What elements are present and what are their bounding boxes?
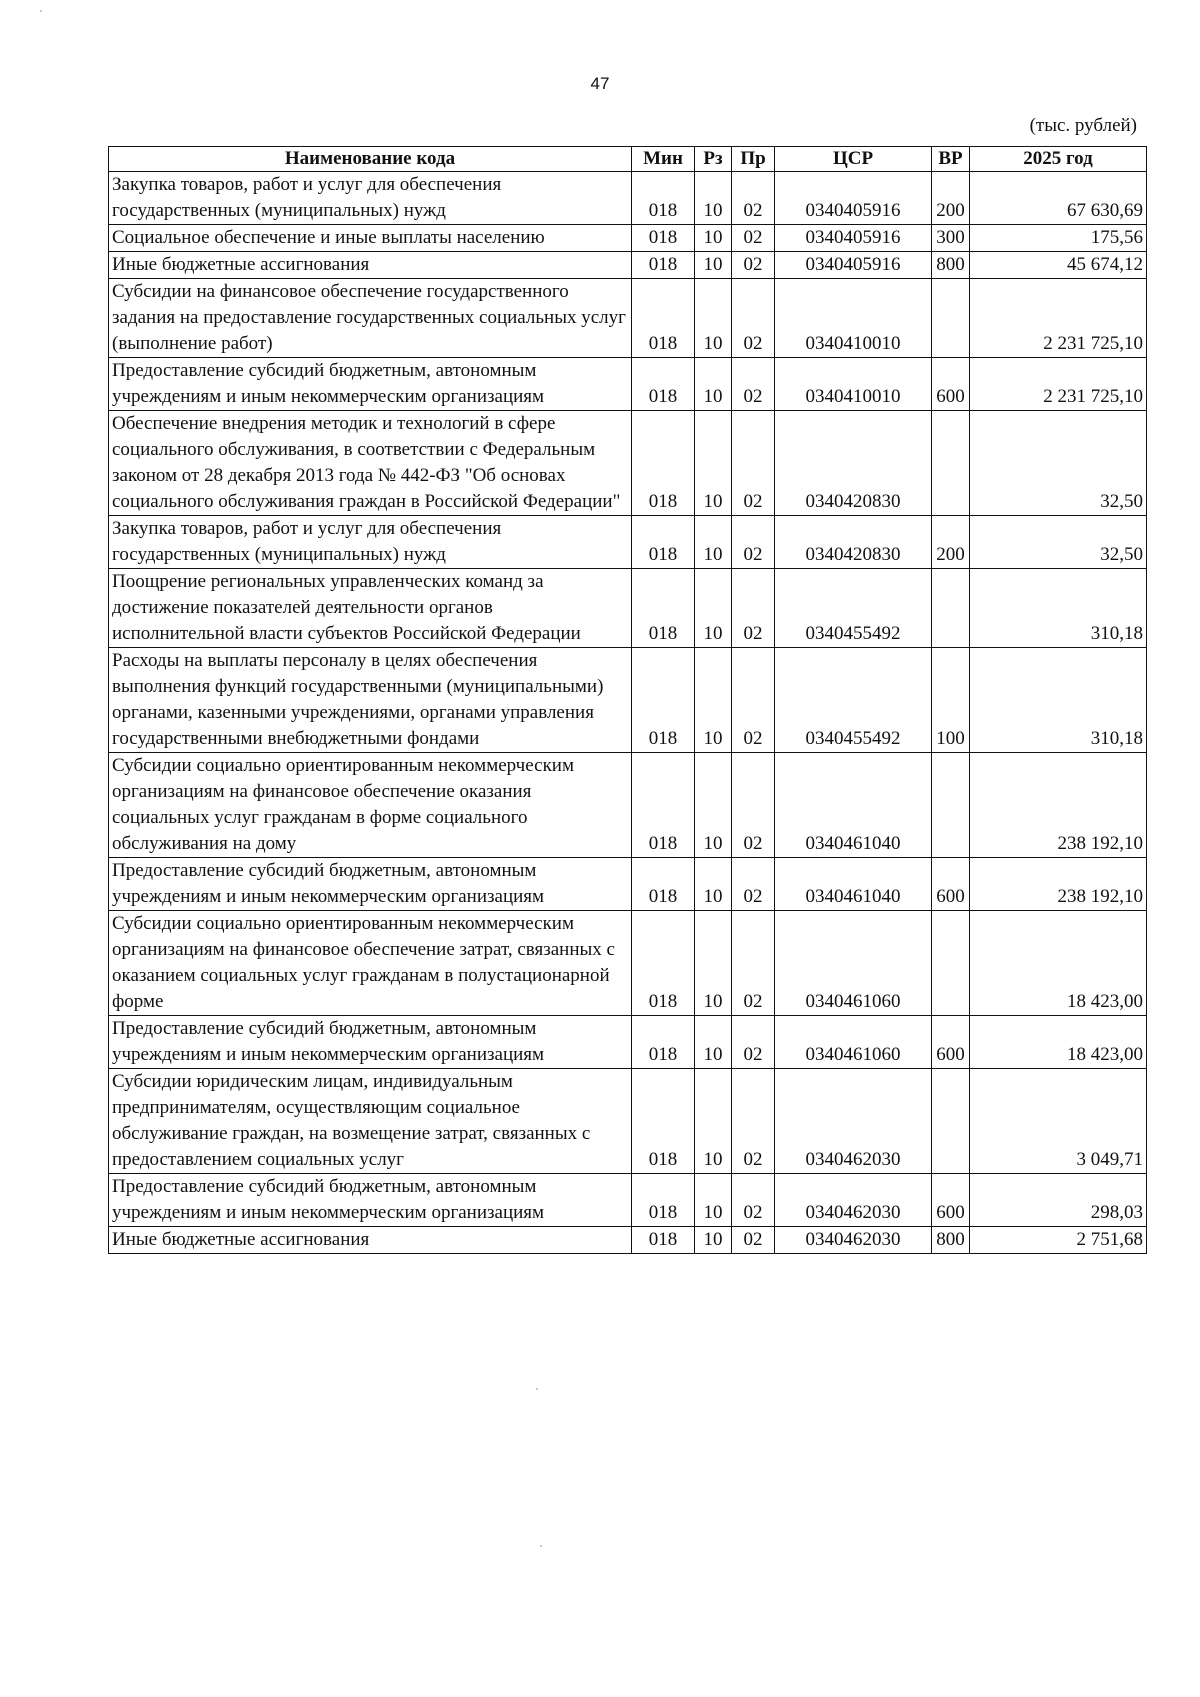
scan-speck: [540, 1545, 542, 1547]
row-vr: 600: [932, 358, 970, 411]
row-vr: 100: [932, 648, 970, 753]
row-pr: 02: [732, 648, 775, 753]
table-row: [109, 1227, 1147, 1254]
header-vr: ВР: [932, 147, 970, 172]
row-csr: 0340461040: [775, 858, 932, 911]
row-name: Субсидии на финансовое обеспечение государственного задания на предоставление государственных социальных услуг (выполнение работ): [109, 279, 632, 358]
row-vr: [932, 569, 970, 648]
table-row: [109, 648, 1147, 753]
row-vr: [932, 753, 970, 858]
header-name: Наименование кода: [109, 147, 632, 172]
row-csr: 0340461060: [775, 1016, 932, 1069]
table-row: [109, 753, 1147, 858]
row-csr: 0340405916: [775, 225, 932, 252]
row-csr: 0340410010: [775, 279, 932, 358]
row-min: 018: [632, 1174, 695, 1227]
page-number: 47: [590, 74, 610, 93]
row-vr: 600: [932, 858, 970, 911]
row-csr: 0340405916: [775, 252, 932, 279]
row-csr: 0340420830: [775, 516, 932, 569]
row-pr: 02: [732, 1227, 775, 1254]
row-vr: 300: [932, 225, 970, 252]
row-pr: 02: [732, 911, 775, 1016]
row-csr: 0340461040: [775, 753, 932, 858]
row-rz: 10: [695, 1174, 732, 1227]
table-row: [109, 911, 1147, 1016]
row-vr: 600: [932, 1174, 970, 1227]
row-csr: 0340410010: [775, 358, 932, 411]
row-csr: 0340462030: [775, 1227, 932, 1254]
scan-speck: [40, 10, 42, 12]
row-vr: 200: [932, 516, 970, 569]
row-amount: 2 751,68: [970, 1227, 1147, 1254]
table-row: [109, 1069, 1147, 1174]
row-vr: [932, 911, 970, 1016]
row-min: 018: [632, 569, 695, 648]
row-name: Предоставление субсидий бюджетным, автономным учреждениям и иным некоммерческим организациям: [109, 1174, 632, 1227]
scan-speck: [536, 1388, 538, 1390]
header-pr: Пр: [732, 147, 775, 172]
budget-table: [108, 146, 1147, 1254]
row-pr: 02: [732, 1016, 775, 1069]
row-rz: 10: [695, 225, 732, 252]
row-rz: 10: [695, 279, 732, 358]
row-csr: 0340420830: [775, 411, 932, 516]
table-row: [109, 516, 1147, 569]
row-rz: 10: [695, 1069, 732, 1174]
table-row: [109, 411, 1147, 516]
row-amount: 45 674,12: [970, 252, 1147, 279]
row-min: 018: [632, 911, 695, 1016]
row-min: 018: [632, 225, 695, 252]
table-row: [109, 569, 1147, 648]
table-row: [109, 279, 1147, 358]
units-note: (тыс. рублей): [1029, 115, 1137, 136]
row-pr: 02: [732, 358, 775, 411]
row-rz: 10: [695, 569, 732, 648]
row-vr: [932, 411, 970, 516]
row-name: Закупка товаров, работ и услуг для обеспечения государственных (муниципальных) нужд: [109, 172, 632, 225]
row-name: Поощрение региональных управленческих команд за достижение показателей деятельности органов исполнительной власти субъектов Российской Федерации: [109, 569, 632, 648]
row-rz: 10: [695, 172, 732, 225]
row-pr: 02: [732, 172, 775, 225]
row-name: Предоставление субсидий бюджетным, автономным учреждениям и иным некоммерческим организациям: [109, 858, 632, 911]
row-amount: 18 423,00: [970, 911, 1147, 1016]
row-vr: [932, 1069, 970, 1174]
row-name: Субсидии социально ориентированным некоммерческим организациям на финансовое обеспечение оказания социальных услуг гражданам в форме социального обслуживания на дому: [109, 753, 632, 858]
row-amount: 2 231 725,10: [970, 279, 1147, 358]
row-amount: 3 049,71: [970, 1069, 1147, 1174]
row-vr: 800: [932, 252, 970, 279]
row-min: 018: [632, 358, 695, 411]
row-amount: 32,50: [970, 516, 1147, 569]
row-csr: 0340455492: [775, 648, 932, 753]
row-pr: 02: [732, 225, 775, 252]
row-name: Социальное обеспечение и иные выплаты населению: [109, 225, 632, 252]
table-row: [109, 358, 1147, 411]
row-min: 018: [632, 279, 695, 358]
row-rz: 10: [695, 1016, 732, 1069]
table-row: [109, 252, 1147, 279]
row-min: 018: [632, 1016, 695, 1069]
row-pr: 02: [732, 1174, 775, 1227]
row-csr: 0340455492: [775, 569, 932, 648]
row-rz: 10: [695, 411, 732, 516]
row-amount: 310,18: [970, 569, 1147, 648]
table-row: [109, 1016, 1147, 1069]
row-rz: 10: [695, 911, 732, 1016]
row-rz: 10: [695, 753, 732, 858]
row-pr: 02: [732, 1069, 775, 1174]
row-rz: 10: [695, 648, 732, 753]
row-min: 018: [632, 858, 695, 911]
table-row: [109, 172, 1147, 225]
row-amount: 32,50: [970, 411, 1147, 516]
row-min: 018: [632, 648, 695, 753]
row-name: Расходы на выплаты персоналу в целях обеспечения выполнения функций государственными (муниципальными) органами, казенными учреждениями, органами управления государственными внебюджетными фондами: [109, 648, 632, 753]
row-amount: 175,56: [970, 225, 1147, 252]
row-amount: 18 423,00: [970, 1016, 1147, 1069]
row-amount: 67 630,69: [970, 172, 1147, 225]
table-row: [109, 1174, 1147, 1227]
row-amount: 2 231 725,10: [970, 358, 1147, 411]
row-rz: 10: [695, 1227, 732, 1254]
row-amount: 310,18: [970, 648, 1147, 753]
row-amount: 238 192,10: [970, 858, 1147, 911]
header-min: Мин: [632, 147, 695, 172]
row-csr: 0340462030: [775, 1069, 932, 1174]
row-vr: [932, 279, 970, 358]
row-vr: 800: [932, 1227, 970, 1254]
row-min: 018: [632, 1227, 695, 1254]
row-vr: 200: [932, 172, 970, 225]
table-row: [109, 225, 1147, 252]
row-rz: 10: [695, 516, 732, 569]
row-name: Предоставление субсидий бюджетным, автономным учреждениям и иным некоммерческим организациям: [109, 358, 632, 411]
row-csr: 0340405916: [775, 172, 932, 225]
row-name: Обеспечение внедрения методик и технологий в сфере социального обслуживания, в соответствии с Федеральным законом от 28 декабря 2013 года № 442-ФЗ "Об основах социального обслуживания граждан в Российской Федерации": [109, 411, 632, 516]
row-name: Иные бюджетные ассигнования: [109, 252, 632, 279]
header-amount: 2025 год: [970, 147, 1147, 172]
row-pr: 02: [732, 411, 775, 516]
row-min: 018: [632, 516, 695, 569]
row-amount: 238 192,10: [970, 753, 1147, 858]
row-min: 018: [632, 411, 695, 516]
row-min: 018: [632, 252, 695, 279]
row-pr: 02: [732, 516, 775, 569]
row-vr: 600: [932, 1016, 970, 1069]
row-rz: 10: [695, 858, 732, 911]
row-name: Предоставление субсидий бюджетным, автономным учреждениям и иным некоммерческим организациям: [109, 1016, 632, 1069]
row-pr: 02: [732, 569, 775, 648]
row-pr: 02: [732, 279, 775, 358]
row-rz: 10: [695, 358, 732, 411]
row-min: 018: [632, 753, 695, 858]
row-pr: 02: [732, 858, 775, 911]
row-pr: 02: [732, 753, 775, 858]
row-min: 018: [632, 172, 695, 225]
row-pr: 02: [732, 252, 775, 279]
table-header-row: [109, 147, 1147, 172]
row-name: Субсидии социально ориентированным некоммерческим организациям на финансовое обеспечение затрат, связанных с оказанием социальных услуг гражданам в полустационарной форме: [109, 911, 632, 1016]
row-csr: 0340462030: [775, 1174, 932, 1227]
row-name: Субсидии юридическим лицам, индивидуальным предпринимателям, осуществляющим социальное обслуживание граждан, на возмещение затрат, связанных с предоставлением социальных услуг: [109, 1069, 632, 1174]
row-amount: 298,03: [970, 1174, 1147, 1227]
row-min: 018: [632, 1069, 695, 1174]
table-row: [109, 858, 1147, 911]
row-rz: 10: [695, 252, 732, 279]
row-name: Закупка товаров, работ и услуг для обеспечения государственных (муниципальных) нужд: [109, 516, 632, 569]
row-csr: 0340461060: [775, 911, 932, 1016]
row-name: Иные бюджетные ассигнования: [109, 1227, 632, 1254]
header-rz: Рз: [695, 147, 732, 172]
header-csr: ЦСР: [775, 147, 932, 172]
